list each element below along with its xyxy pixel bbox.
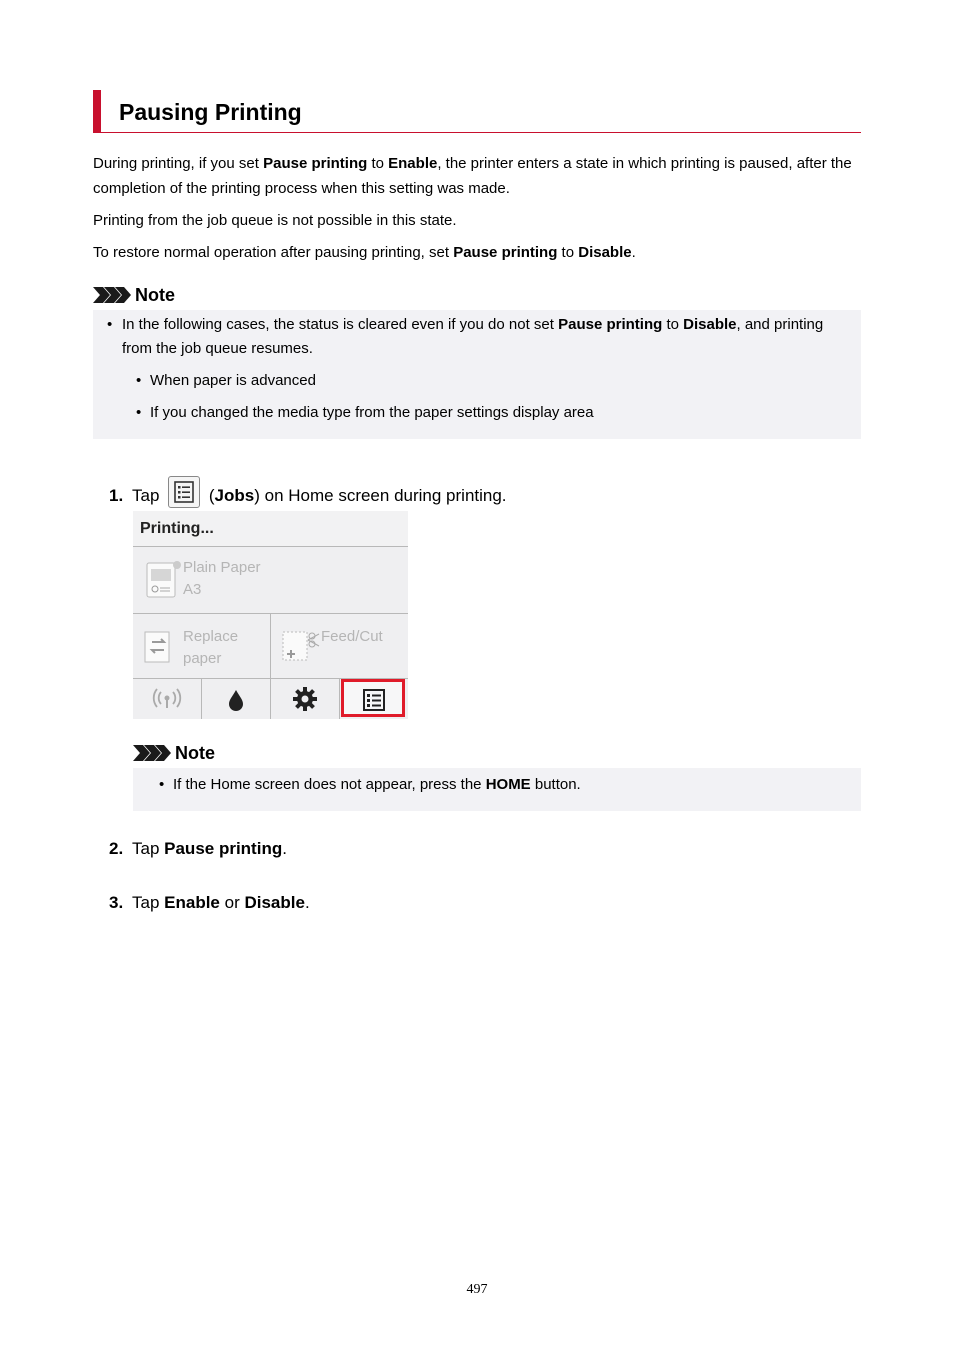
jobs-list-icon — [362, 688, 386, 712]
intro-paragraph-3: To restore normal operation after pausing printing, set Pause printing to Disable. — [93, 244, 636, 261]
wireless-button[interactable] — [133, 679, 202, 719]
page-title: Pausing Printing — [119, 99, 302, 125]
note-heading: Note — [93, 285, 175, 305]
note-sub-bullet-2: • If you changed the media type from the paper settings display area — [136, 404, 594, 421]
note-box-2 — [133, 768, 861, 811]
panel-status-bar: Printing... — [133, 511, 408, 547]
intro-paragraph-2: Printing from the job queue is not possible in this state. — [93, 212, 457, 229]
note-heading-2: Note — [133, 743, 215, 763]
feed-cut-button[interactable]: Feed/Cut — [271, 614, 408, 678]
panel-bottom-toolbar — [133, 679, 408, 719]
replace-paper-button[interactable]: Replace paper — [133, 614, 270, 678]
note-bullet-2: • If the Home screen does not appear, press the HOME button. — [159, 776, 581, 793]
note-sub-bullet-1: • When paper is advanced — [136, 372, 316, 389]
ink-drop-icon — [226, 688, 246, 712]
step-3: 3. Tap Enable or Disable. — [109, 893, 310, 912]
jobs-icon — [168, 476, 200, 508]
paper-icon — [145, 559, 183, 601]
note-box — [93, 310, 861, 439]
panel-action-row — [133, 614, 408, 679]
step-1: 1. Tap (Jobs) on Home screen during printing. — [109, 476, 507, 508]
replace-paper-icon — [143, 630, 175, 664]
feed-cut-icon — [281, 628, 321, 664]
wireless-icon — [151, 687, 183, 711]
printer-home-screen — [133, 511, 408, 719]
ink-button[interactable] — [202, 679, 271, 719]
note-bullet: • In the following cases, the status is cleared even if you do not set Pause printing to Disable, and printing from the job queue resumes. — [107, 316, 824, 357]
step-2: 2. Tap Pause printing. — [109, 839, 287, 858]
jobs-button-highlighted[interactable] — [341, 679, 405, 717]
note-arrows-icon — [93, 287, 131, 303]
settings-button[interactable] — [271, 679, 340, 719]
intro-paragraph-1: During printing, if you set Pause printing to Enable, the printer enters a state in which printing is paused, after the completion of the printing process when this setting was made. — [93, 155, 852, 197]
gear-icon — [292, 686, 318, 712]
heading-accent-bar — [93, 90, 101, 133]
note-arrows-icon — [133, 745, 171, 761]
section-heading — [93, 90, 861, 133]
media-info-button[interactable]: Plain Paper A3 — [133, 547, 408, 614]
page-number: 497 — [466, 1282, 488, 1297]
